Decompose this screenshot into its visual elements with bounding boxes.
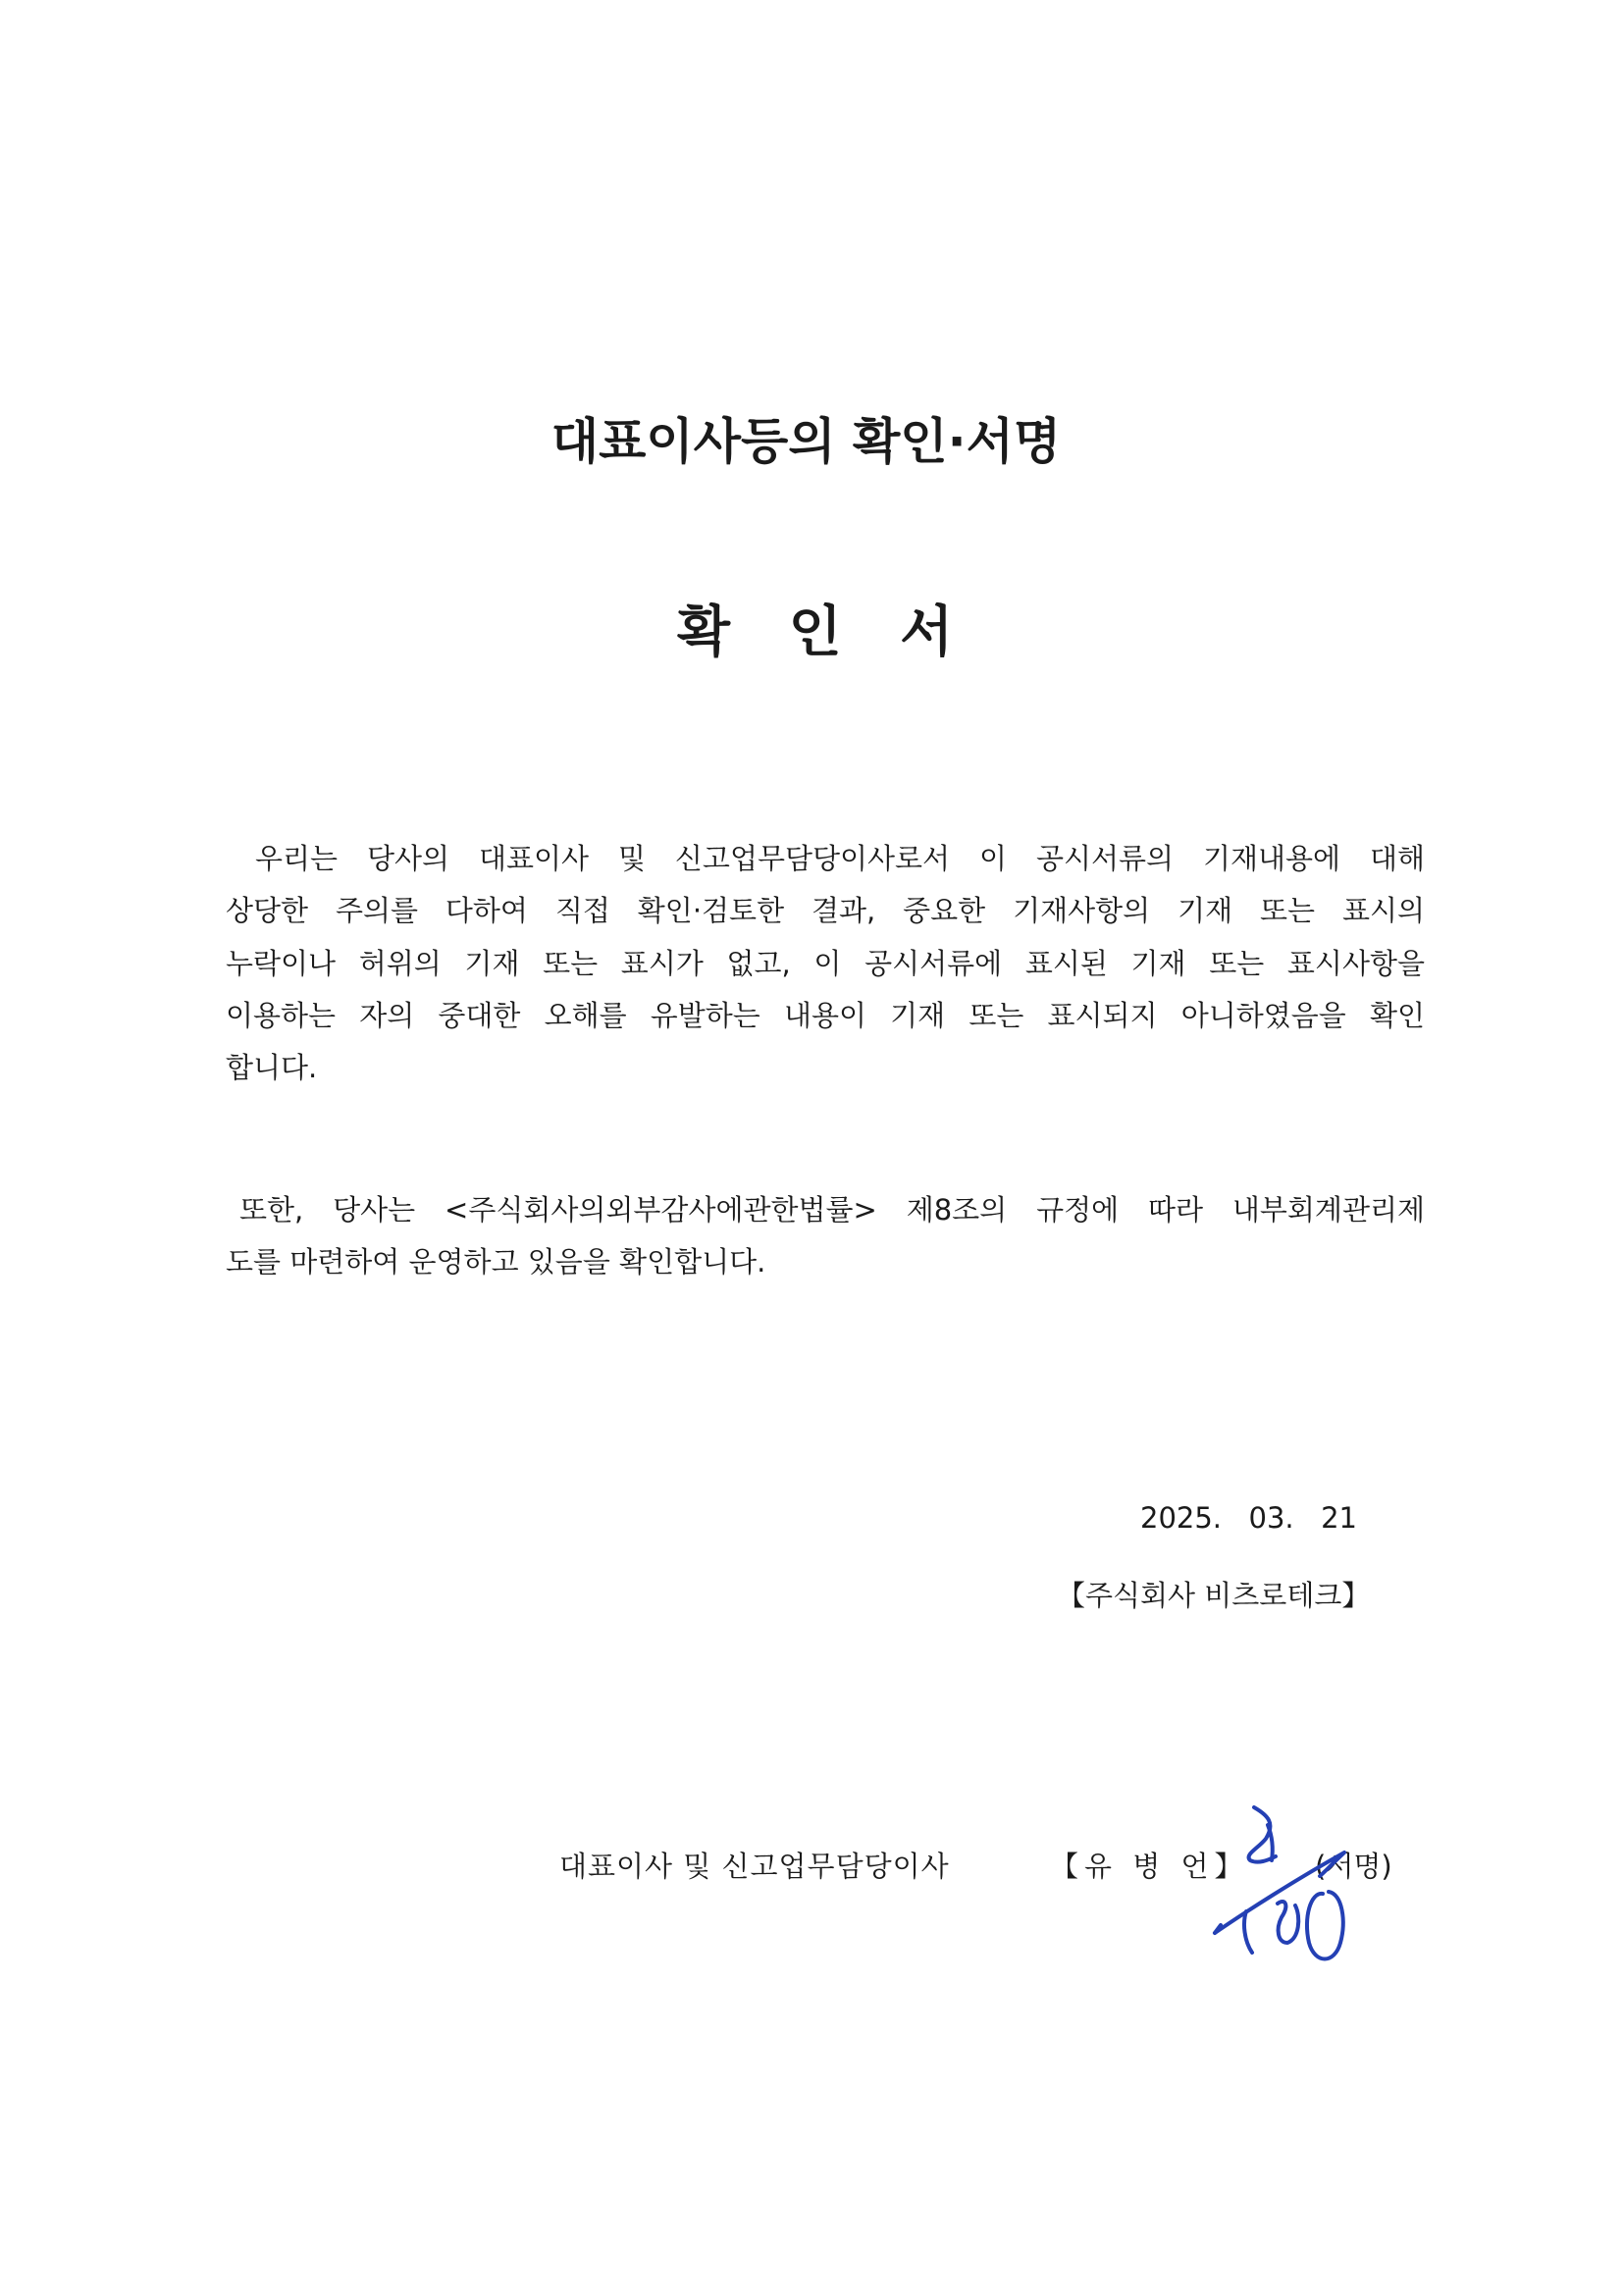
document-date: 2025. 03. 21 <box>1140 1501 1357 1535</box>
paragraph1-line: 이용하는 자의 중대한 오해를 유발하는 내용이 기재 또는 표시되지 아니하였음을 확인 <box>226 999 1425 1032</box>
company-name: 【주식회사 비츠로테크】 <box>1057 1579 1371 1612</box>
signer-name: 【유 병 언】 <box>1050 1850 1249 1883</box>
paragraph1-line: 합니다. <box>226 1051 318 1084</box>
signature-stroke <box>1307 1892 1343 1959</box>
handwritten-signature <box>1207 1796 1393 1972</box>
paragraph1-line: 누락이나 허위의 기재 또는 표시가 없고, 이 공시서류에 표시된 기재 또는 표시사항을 <box>226 947 1425 980</box>
paragraph1-line: 우리는 당사의 대표이사 및 신고업무담당이사로서 이 공시서류의 기재내용에 대해 <box>255 842 1425 875</box>
paragraph1-line: 상당한 주의를 다하여 직접 확인·검토한 결과, 중요한 기재사항의 기재 또는 표시의 <box>226 894 1425 927</box>
document-subtitle: 확 인 서 <box>677 600 973 664</box>
paragraph2-line: 또한, 당사는 <주식회사의외부감사에관한법률> 제8조의 규정에 따라 내부회계관리제 <box>239 1193 1425 1226</box>
signature-stroke <box>1244 1911 1252 1953</box>
signature-label: (서명) <box>1315 1850 1392 1883</box>
signature-stroke <box>1268 1825 1273 1860</box>
document-title: 대표이사등의 확인·서명 <box>550 413 1062 470</box>
signature-stroke <box>1278 1902 1298 1943</box>
signer-role: 대표이사 및 신고업무담당이사 <box>559 1850 950 1883</box>
paragraph2-line: 도를 마련하여 운영하고 있음을 확인합니다. <box>226 1245 766 1278</box>
